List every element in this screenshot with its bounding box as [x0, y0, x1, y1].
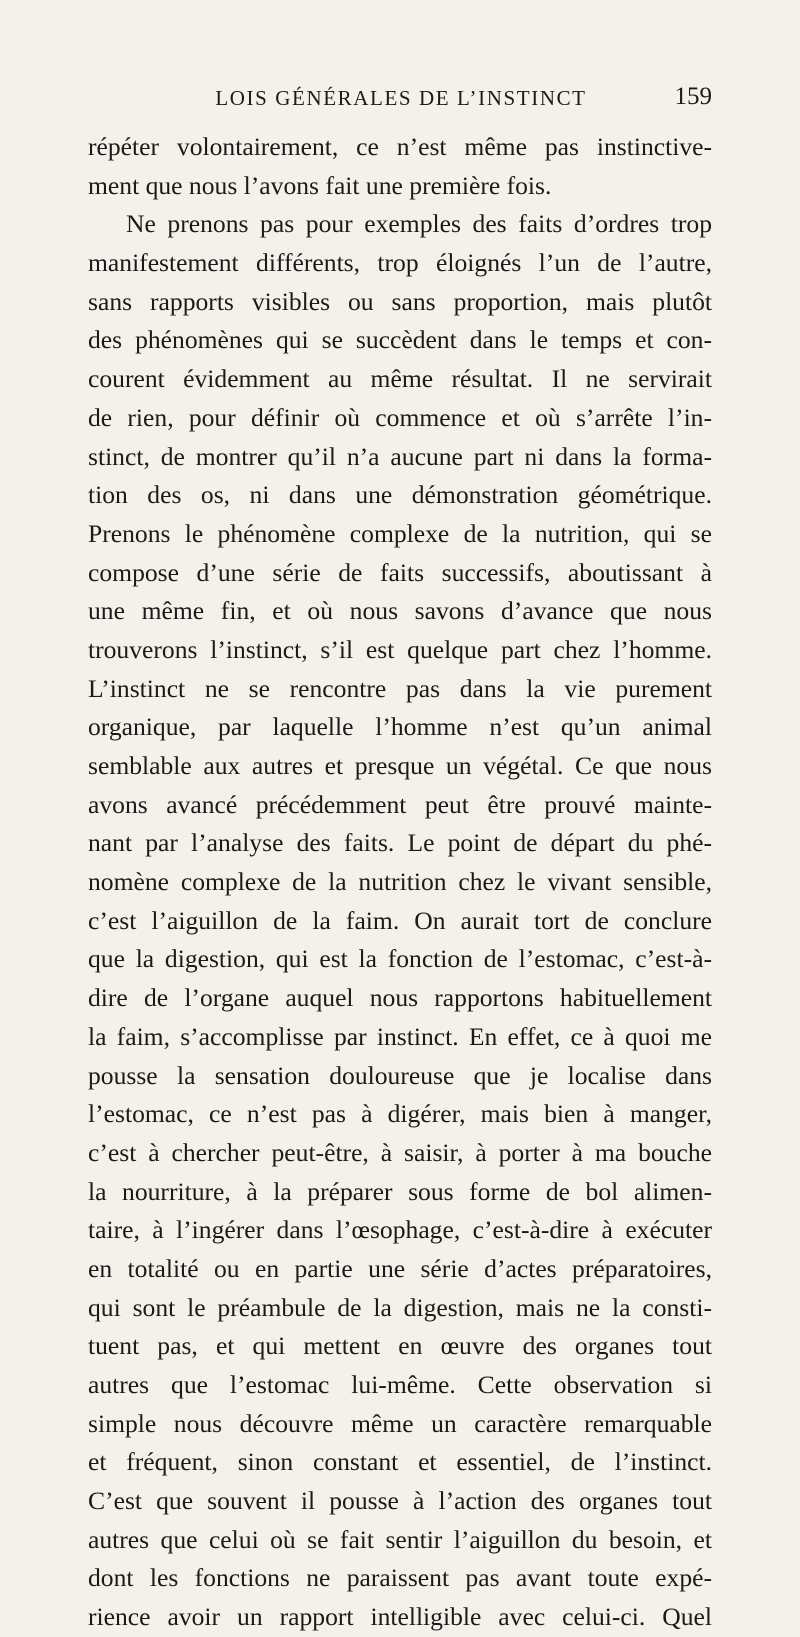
- text-line: autres que l’estomac lui-même. Cette observation si: [88, 1370, 712, 1399]
- running-head: [90, 83, 712, 126]
- text-line: organique, par laquelle l’homme n’est qu’un animal: [88, 712, 712, 742]
- text-line: rience avoir un rapport intelligible avec celui-ci. Quel: [88, 1602, 712, 1632]
- text-line: tion des os, ni dans une démonstration géométrique.: [88, 480, 712, 510]
- text-line: autres que celui où se fait sentir l’aiguillon du besoin, et: [88, 1524, 712, 1554]
- text-line: en totalité ou en partie une série d’actes préparatoires,: [88, 1253, 712, 1283]
- text-line: la faim, s’accomplisse par instinct. En effet, ce à quoi me: [88, 1021, 712, 1051]
- text-line: l’estomac, ce n’est pas à digérer, mais bien à manger,: [88, 1099, 712, 1129]
- text-line: c’est l’aiguillon de la faim. On aurait tort de conclure: [88, 905, 712, 935]
- text-line: manifestement différents, trop éloignés l’un de l’autre,: [88, 248, 712, 278]
- text-line: sans rapports visibles ou sans proportion, mais plutôt: [88, 286, 712, 316]
- text-line: la nourriture, à la préparer sous forme de bol alimen-: [88, 1176, 712, 1206]
- text-line: et fréquent, sinon constant et essentiel, de l’instinct.: [88, 1447, 712, 1477]
- text-line: semblable aux autres et presque un végétal. Ce que nous: [88, 751, 712, 780]
- text-line: dire de l’organe auquel nous rapportons habituellement: [88, 983, 712, 1013]
- text-line: une même fin, et où nous savons d’avance que nous: [88, 596, 712, 626]
- body-text: [88, 128, 712, 1637]
- text-line: tuent pas, et qui mettent en œuvre des organes tout: [88, 1331, 712, 1361]
- text-line: trouverons l’instinct, s’il est quelque part chez l’homme.: [88, 634, 712, 664]
- text-line: courent évidemment au même résultat. Il ne servirait: [88, 364, 712, 394]
- text-line: nomène complexe de la nutrition chez le vivant sensible,: [88, 867, 712, 897]
- text-line: Prenons le phénomène complexe de la nutrition, qui se: [88, 518, 712, 548]
- text-line: stinct, de montrer qu’il n’a aucune part ni dans la forma-: [88, 441, 712, 471]
- text-line: L’instinct ne se rencontre pas dans la vie purement: [88, 673, 712, 703]
- text-line: qui sont le préambule de la digestion, mais ne la consti-: [88, 1292, 712, 1322]
- text-line: ment que nous l’avons fait une première fois.: [88, 170, 552, 200]
- text-line: compose d’une série de faits successifs, aboutissant à: [88, 557, 712, 587]
- text-line: que la digestion, qui est la fonction de l’estomac, c’est-à-: [88, 944, 712, 974]
- text-line: C’est que souvent il pousse à l’action des organes tout: [88, 1486, 712, 1516]
- text-line: pousse la sensation douloureuse que je localise dans: [88, 1060, 712, 1090]
- text-line: de rien, pour définir où commence et où s’arrête l’in-: [88, 402, 712, 432]
- text-line: des phénomènes qui se succèdent dans le temps et con-: [88, 325, 712, 355]
- text-line: c’est à chercher peut-être, à saisir, à porter à ma bouche: [88, 1137, 712, 1167]
- page-number: 159: [674, 83, 712, 110]
- text-line: répéter volontairement, ce n’est même pas instinctive-: [88, 132, 712, 161]
- text-line: Ne prenons pas pour exemples des faits d’ordres trop: [126, 209, 712, 239]
- running-title: LOIS GÉNÉRALES DE L’INSTINCT: [215, 86, 587, 110]
- text-line: avons avancé précédemment peut être prouvé mainte-: [88, 789, 712, 819]
- text-line: dont les fonctions ne paraissent pas avant toute expé-: [88, 1563, 712, 1593]
- text-line: nant par l’analyse des faits. Le point de départ du phé-: [88, 828, 712, 858]
- text-line: taire, à l’ingérer dans l’œsophage, c’est-à-dire à exécuter: [88, 1215, 712, 1245]
- text-line: simple nous découvre même un caractère remarquable: [88, 1408, 712, 1438]
